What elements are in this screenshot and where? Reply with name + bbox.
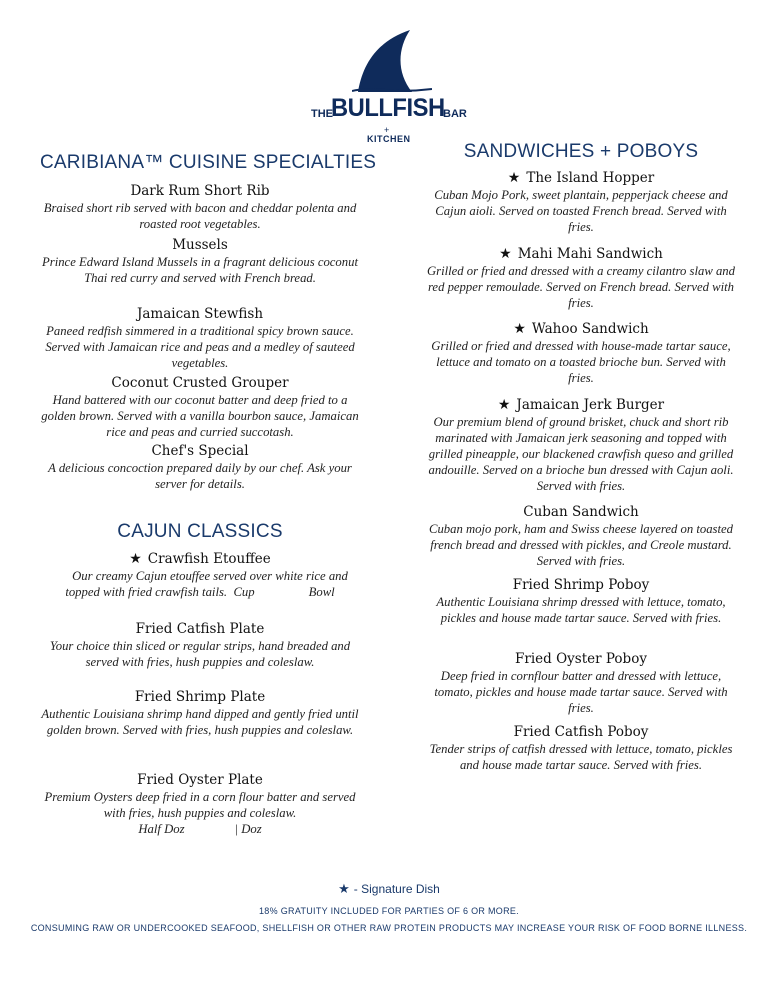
menu-item-wahoo-sandwich: [422, 320, 740, 386]
menu-item-description: Your choice thin sliced or regular strips, hand breaded and served with fries, hush puppies and coleslaw.: [49, 639, 351, 669]
menu-item-name: Jamaican Stewfish: [136, 306, 264, 322]
signature-star-icon: ★: [338, 882, 350, 897]
shark-fin-icon: [352, 28, 432, 94]
menu-item-dark-rum-short-rib: [40, 182, 360, 232]
menu-item-description: Authentic Louisiana shrimp dressed with lettuce, tomato, pickles and house made tartar sauce. Served with fries.: [436, 595, 726, 625]
doz-price-label: | Doz: [234, 822, 262, 836]
signature-star-icon: ★: [513, 321, 526, 337]
menu-item-description: Hand battered with our coconut batter and deep fried to a golden brown. Served with a vanilla bourbon sauce, Jamaican rice and peas and curried succotash.: [41, 393, 359, 439]
signature-star-icon: ★: [499, 246, 512, 262]
menu-item-description: Our premium blend of ground brisket, chuck and short rib marinated with Jamaican jerk seasoning and topped with grilled pineapple, our blackened crawfish queso and grilled andouille. Served on a brioche bun dressed with Cajun aoli. Served with fries.: [428, 415, 734, 493]
menu-item-description: Grilled or fried and dressed with house-made tartar sauce, lettuce and tomato on a toasted brioche bun. Served with fries.: [431, 339, 731, 385]
menu-item-name: Fried Shrimp Plate: [134, 689, 266, 705]
menu-item-jamaican-jerk-burger: [422, 396, 740, 494]
menu-item-name: Coconut Crusted Grouper: [111, 375, 289, 391]
menu-item-name: Fried Catfish Poboy: [513, 724, 649, 740]
logo-kitchen-text: KITCHEN: [367, 134, 411, 144]
gratuity-notice: 18% GRATUITY INCLUDED FOR PARTIES OF 6 OR MORE.: [259, 906, 519, 916]
menu-item-description: A delicious concoction prepared daily by our chef. Ask your server for details.: [48, 461, 352, 491]
menu-item-mahi-mahi-sandwich: [422, 245, 740, 311]
logo-the-text: THE: [311, 108, 333, 120]
menu-item-chefs-special: [40, 442, 360, 492]
menu-item-name: ★ Wahoo Sandwich: [513, 321, 649, 337]
menu-item-description: Grilled or fried and dressed with a creamy cilantro slaw and red pepper remoulade. Served on French bread. Served with fries.: [426, 264, 735, 310]
menu-item-name: Fried Oyster Poboy: [515, 651, 647, 667]
menu-item-island-hopper: [422, 169, 740, 235]
menu-item-jamaican-stewfish: [40, 305, 360, 371]
menu-item-name: Fried Shrimp Poboy: [512, 577, 650, 593]
menu-item-cuban-sandwich: [422, 503, 740, 569]
signature-star-icon: ★: [497, 397, 511, 413]
menu-item-description: Deep fried in cornflour batter and dressed with lettuce, tomato, pickles and house made tartar sauce. Served with fries.: [434, 669, 728, 715]
menu-item-coconut-crusted-grouper: [40, 374, 360, 440]
menu-item-description: Braised short rib served with bacon and cheddar polenta and roasted root vegetables.: [43, 201, 357, 231]
menu-item-fried-catfish-poboy: [422, 723, 740, 773]
signature-dish-label: - Signature Dish: [353, 882, 440, 896]
menu-item-name: Cuban Sandwich: [523, 504, 639, 520]
signature-star-icon: ★: [129, 551, 142, 567]
section-title-caribiana: CARIBIANA™ CUISINE SPECIALTIES: [40, 152, 377, 173]
menu-item-name: Chef's Special: [151, 443, 249, 459]
menu-item-name: ★ Jamaican Jerk Burger: [497, 397, 665, 413]
menu-item-fried-shrimp-plate: [40, 688, 360, 738]
logo-plus-text: +: [384, 125, 390, 135]
menu-item-description: Paneed redfish simmered in a traditional spicy brown sauce. Served with Jamaican rice and peas and a medley of sauteed vegetables.: [45, 324, 355, 370]
menu-item-name: ★ Mahi Mahi Sandwich: [499, 246, 663, 262]
oyster-plate-price-line: [40, 821, 360, 837]
menu-item-mussels: [40, 236, 360, 286]
cup-price-label: Cup: [233, 585, 255, 599]
logo-bar-text: BAR: [443, 108, 467, 120]
logo-name-text: BULLFISH: [331, 94, 445, 122]
menu-item-description: Authentic Louisiana shrimp hand dipped and gently fried until golden brown. Served with fries, hush puppies and coleslaw.: [41, 707, 359, 737]
menu-item-description: Cuban mojo pork, ham and Swiss cheese layered on toasted french bread and dressed with pickles, and Creole mustard. Served with fries.: [429, 522, 733, 568]
menu-item-description: Prince Edward Island Mussels in a fragrant delicious coconut Thai red curry and served with French bread.: [42, 255, 358, 285]
section-title-cajun-classics: CAJUN CLASSICS: [117, 521, 283, 542]
signature-dish-legend: [0, 882, 778, 897]
menu-item-description: Tender strips of catfish dressed with lettuce, tomato, pickles and house made tartar sauce. Served with fries.: [429, 742, 733, 772]
menu-item-description: Our creamy Cajun etouffee served over white rice and topped with fried crawfish tails. Cup Bowl: [65, 569, 348, 599]
raw-food-warning: CONSUMING RAW OR UNDERCOOKED SEAFOOD, SHELLFISH OR OTHER RAW PROTEIN PRODUCTS MAY INCREASE YOUR RISK OF FOOD BORNE ILLNESS.: [30, 923, 748, 933]
menu-item-name: Dark Rum Short Rib: [130, 183, 270, 199]
half-doz-price-label: Half Doz: [138, 822, 185, 836]
menu-item-name: Mussels: [172, 237, 228, 253]
menu-item-name: ★ The Island Hopper: [507, 170, 655, 186]
menu-item-description: Premium Oysters deep fried in a corn flour batter and served with fries, hush puppies and coleslaw.: [44, 790, 356, 820]
menu-item-fried-oyster-plate: [40, 771, 360, 837]
menu-item-fried-oyster-poboy: [422, 650, 740, 716]
menu-item-crawfish-etouffee: [40, 550, 360, 600]
menu-item-name: ★ Crawfish Etouffee: [129, 551, 271, 567]
menu-item-fried-shrimp-poboy: [422, 576, 740, 626]
bowl-price-label: Bowl: [308, 585, 335, 599]
signature-star-icon: ★: [507, 170, 521, 186]
menu-item-name: Fried Oyster Plate: [137, 772, 263, 788]
menu-item-fried-catfish-plate: [40, 620, 360, 670]
restaurant-logo: [300, 28, 478, 144]
menu-item-description: Cuban Mojo Pork, sweet plantain, pepperjack cheese and Cajun aioli. Served on toasted French bread. Served with fries.: [434, 188, 728, 234]
section-title-sandwiches-poboys: SANDWICHES + POBOYS: [463, 141, 699, 162]
menu-item-name: Fried Catfish Plate: [135, 621, 265, 637]
